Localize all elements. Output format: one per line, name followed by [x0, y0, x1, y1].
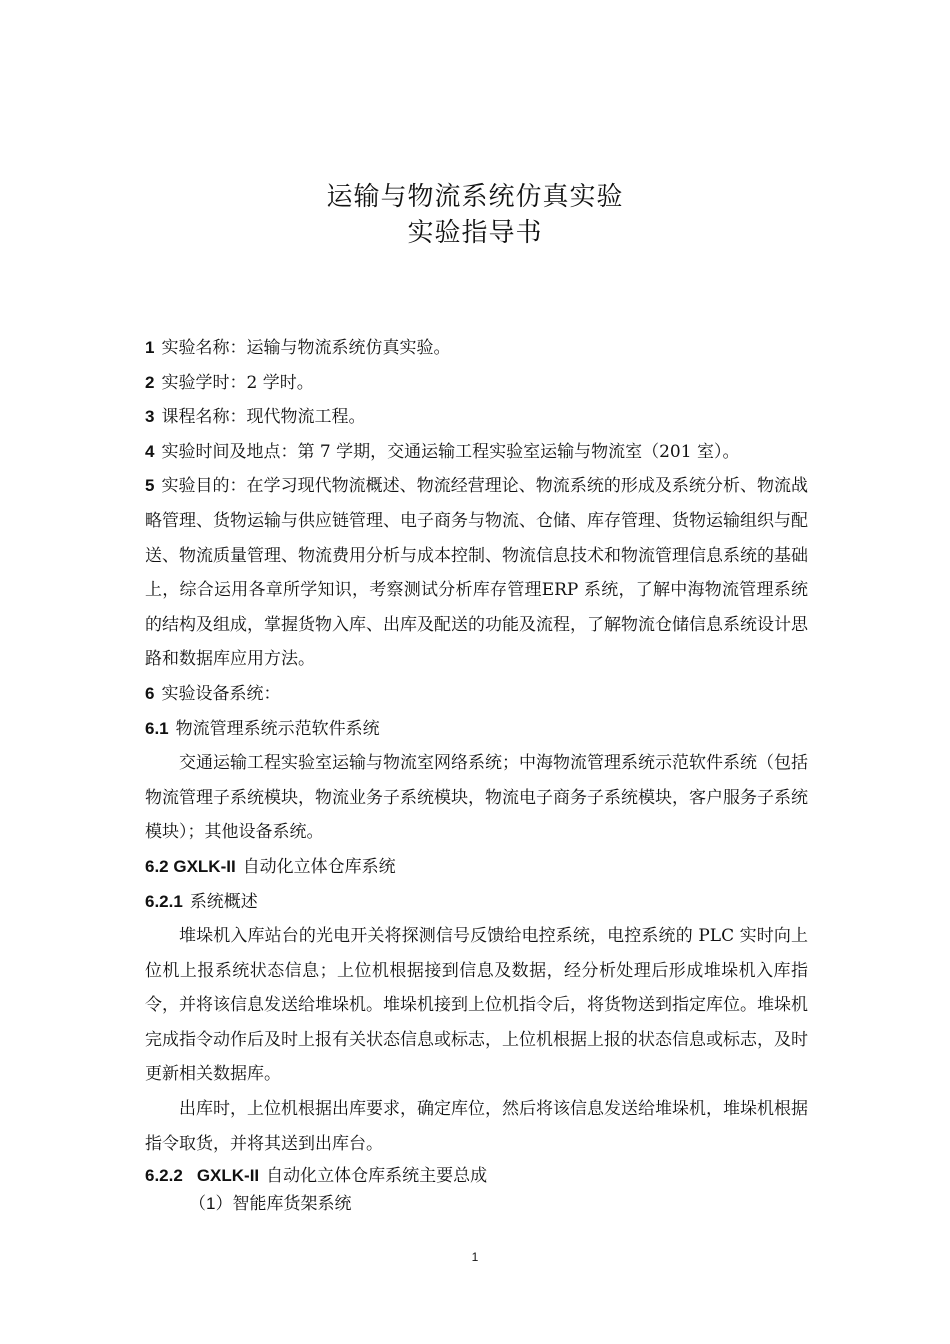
section-6-2-2-heading: 6.2.2 GXLK-II 自动化立体仓库系统主要总成 — [145, 1166, 488, 1187]
document-body — [145, 331, 808, 1217]
section-6-1-heading: 6.1 物流管理系统示范软件系统 — [145, 718, 380, 739]
section-6-2-heading: 6.2 GXLK-II 自动化立体仓库系统 — [145, 856, 396, 877]
item-6: 6 实验设备系统： — [145, 683, 281, 704]
document-title: 运输与物流系统仿真实验 — [326, 182, 624, 212]
item-2: 2 实验学时：2 学时。 — [145, 372, 314, 393]
item-5: 5 实验目的：在学习现代物流概述、物流经营理论、物流系统的形成及系统分析、物流战略管理、货物运输与供应链管理、电子商务与物流、仓储、库存管理、货物运输组织与配送、物流质量管理、物流费用分析与成本控制、物流信息技术和物流管理信息系统的基础上，综合运用各章所学知识，考察测试分析库存管理ERP 系统，了解中海物流管理系统的结构及组成，掌握货物入库、出库及配送的功能及流程，了解物流仓储信息系统设计思路和数据库应用方法。 — [145, 476, 808, 670]
item-4: 4 实验时间及地点：第 7 学期，交通运输工程实验室运输与物流室（201 室）。 — [145, 441, 740, 462]
section-6-2-2-item-1: （1）智能库货架系统 — [189, 1194, 352, 1215]
section-6-1-body: 交通运输工程实验室运输与物流室网络系统；中海物流管理系统示范软件系统（包括物流管理子系统模块，物流业务子系统模块，物流电子商务子系统模块，客户服务子系统模块）；其他设备系统。 — [145, 753, 808, 843]
section-6-2-1-paragraph-1: 堆垛机入库站台的光电开关将探测信号反馈给电控系统，电控系统的 PLC 实时向上位机上报系统状态信息；上位机根据接到信息及数据，经分析处理后形成堆垛机入库指令，并将该信息发送给堆垛机。堆垛机接到上位机指令后，将货物送到指定库位。堆垛机完成指令动作后及时上报有关状态信息或标志，上位机根据上报的状态信息或标志，及时更新相关数据库。 — [145, 926, 808, 1085]
item-1: 1 实验名称：运输与物流系统仿真实验。 — [145, 338, 451, 358]
section-6-2-1-heading: 6.2.1 系统概述 — [145, 891, 258, 912]
section-6-2-1-paragraph-2: 出库时，上位机根据出库要求，确定库位，然后将该信息发送给堆垛机，堆垛机根据指令取货，并将其送到出库台。 — [145, 1099, 808, 1154]
document-subtitle: 实验指导书 — [407, 218, 543, 248]
item-3: 3 课程名称：现代物流工程。 — [145, 407, 366, 428]
page-number: 1 — [471, 1250, 479, 1264]
